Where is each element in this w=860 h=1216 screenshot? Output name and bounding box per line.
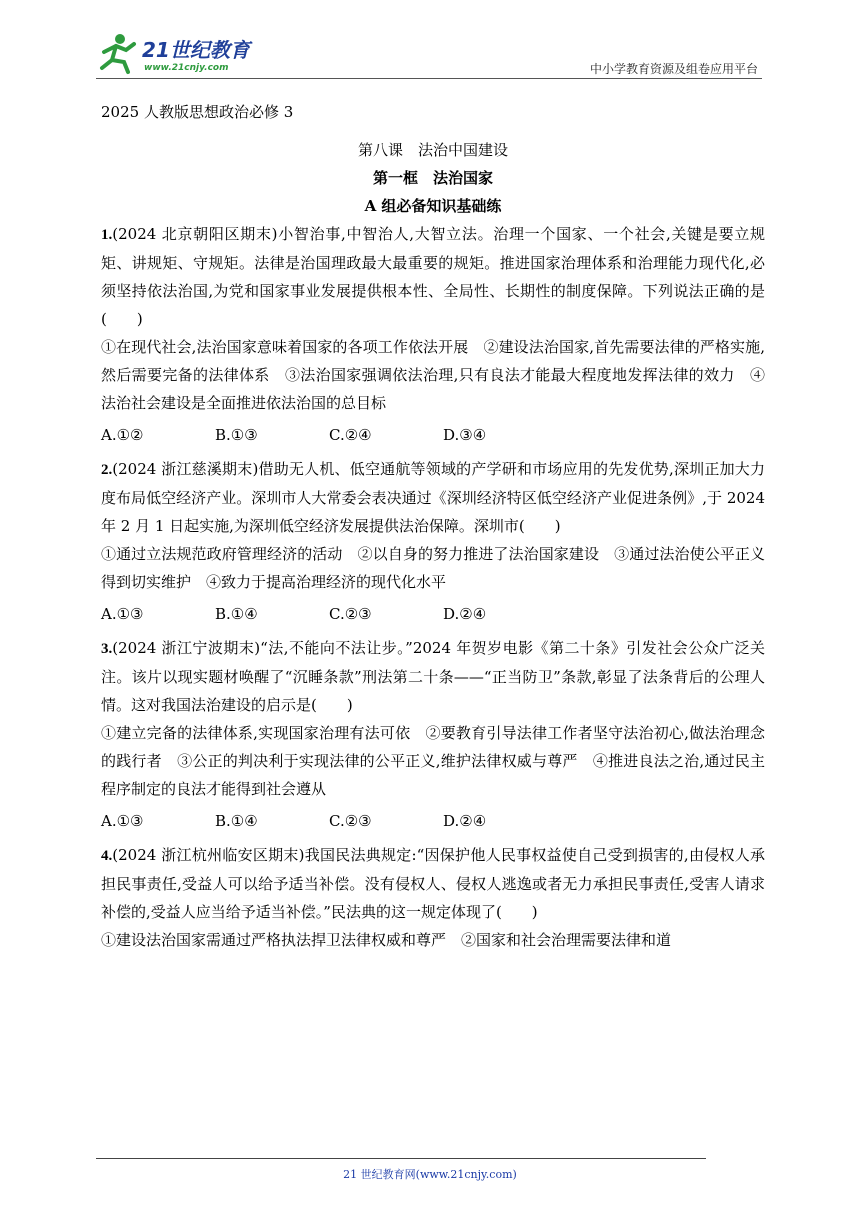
footer-link[interactable]: 21 世纪教育网(www.21cnjy.com): [343, 1168, 517, 1181]
question: [101, 455, 765, 628]
question-options: ①在现代社会,法治国家意味着国家的各项工作依法开展 ②建设法治国家,首先需要法律的严格实施,然后需要完备的法律体系 ③法治国家强调依法治理,只有良法才能最大程度地发挥法律的效力 ④法治社会建设是全面推进依法治国的总目标: [101, 338, 765, 412]
question: [101, 634, 765, 835]
logo-url: www.21cnjy.com: [144, 63, 229, 73]
question-stem: 3.(2024 浙江宁波期末)“法,不能向不法让步。”2024 年贺岁电影《第二十条》引发社会公众广泛关注。该片以现实题材唤醒了“沉睡条款”刑法第二十条——“正当防卫”条款,彰显了法条背后的公理人情。这对我国法治建设的启示是( ): [101, 639, 765, 714]
choice-b: B.①④: [215, 812, 258, 830]
footer-divider: [96, 1158, 706, 1159]
question-options: ①建设法治国家需通过严格执法捍卫法律权威和尊严 ②国家和社会治理需要法律和道: [101, 931, 672, 949]
question-number: 3.: [101, 641, 113, 657]
choice-b: B.①④: [215, 605, 258, 623]
answer-choices: [101, 421, 765, 449]
question-options: ①通过立法规范政府管理经济的活动 ②以自身的努力推进了法治国家建设 ③通过法治使公平正义得到切实维护 ④致力于提高治理经济的现代化水平: [101, 545, 765, 591]
choice-a: A.①③: [101, 605, 144, 623]
group-title: A 组必备知识基础练: [364, 197, 502, 215]
choice-a: A.①②: [101, 426, 144, 444]
lesson-title: 第八课 法治中国建设: [357, 141, 508, 159]
question: [101, 841, 765, 954]
site-logo: [96, 32, 256, 76]
answer-choices: [101, 600, 765, 628]
question: [101, 220, 765, 449]
runner-icon: [102, 34, 134, 72]
question-number: 1.: [101, 227, 113, 243]
question-number: 4.: [101, 848, 113, 864]
answer-choices: [101, 807, 765, 835]
choice-c: C.②③: [329, 605, 372, 623]
choice-b: B.①③: [215, 426, 258, 444]
choice-d: D.②④: [443, 812, 487, 830]
choice-a: A.①③: [101, 812, 144, 830]
section-title: 第一框 法治国家: [372, 169, 493, 187]
choice-d: D.③④: [443, 426, 487, 444]
question-stem: 2.(2024 浙江慈溪期末)借助无人机、低空通航等领域的产学研和市场应用的先发优势,深圳正加大力度布局低空经济产业。深圳市人大常委会表决通过《深圳经济特区低空经济产业促进条例》,于 2024 年 2 月 1 日起实施,为深圳低空经济发展提供法治保障。深圳市( ): [101, 460, 765, 535]
question-number: 2.: [101, 462, 113, 478]
question-options: ①建立完备的法律体系,实现国家治理有法可依 ②要教育引导法律工作者坚守法治初心,做法治理念的践行者 ③公正的判决利于实现法律的公平正义,维护法律权威与尊严 ④推进良法之治,通过民主程序制定的良法才能得到社会遵从: [101, 724, 765, 798]
choice-c: C.②③: [329, 812, 372, 830]
book-title: 2025 人教版思想政治必修 3: [101, 103, 294, 121]
header-divider: [96, 78, 762, 79]
choice-d: D.②④: [443, 605, 487, 623]
document-body: [101, 98, 765, 954]
question-stem: 4.(2024 浙江杭州临安区期末)我国民法典规定:“因保护他人民事权益使自己受到损害的,由侵权人承担民事责任,受益人可以给予适当补偿。没有侵权人、侵权人逃逸或者无力承担民事责任,受害人请求补偿的,受益人应当给予适当补偿。”民法典的这一规定体现了( ): [101, 846, 765, 921]
logo-text: 21世纪教育: [142, 38, 250, 62]
choice-c: C.②④: [329, 426, 372, 444]
platform-name: 中小学教育资源及组卷应用平台: [589, 62, 758, 76]
page-header: [96, 30, 762, 80]
question-stem: 1.(2024 北京朝阳区期末)小智治事,中智治人,大智立法。治理一个国家、一个社会,关键是要立规矩、讲规矩、守规矩。法律是治国理政最大最重要的规矩。推进国家治理体系和治理能力现代化,必须坚持依法治国,为党和国家事业发展提供根本性、全局性、长期性的制度保障。下列说法正确的是( ): [101, 225, 765, 328]
